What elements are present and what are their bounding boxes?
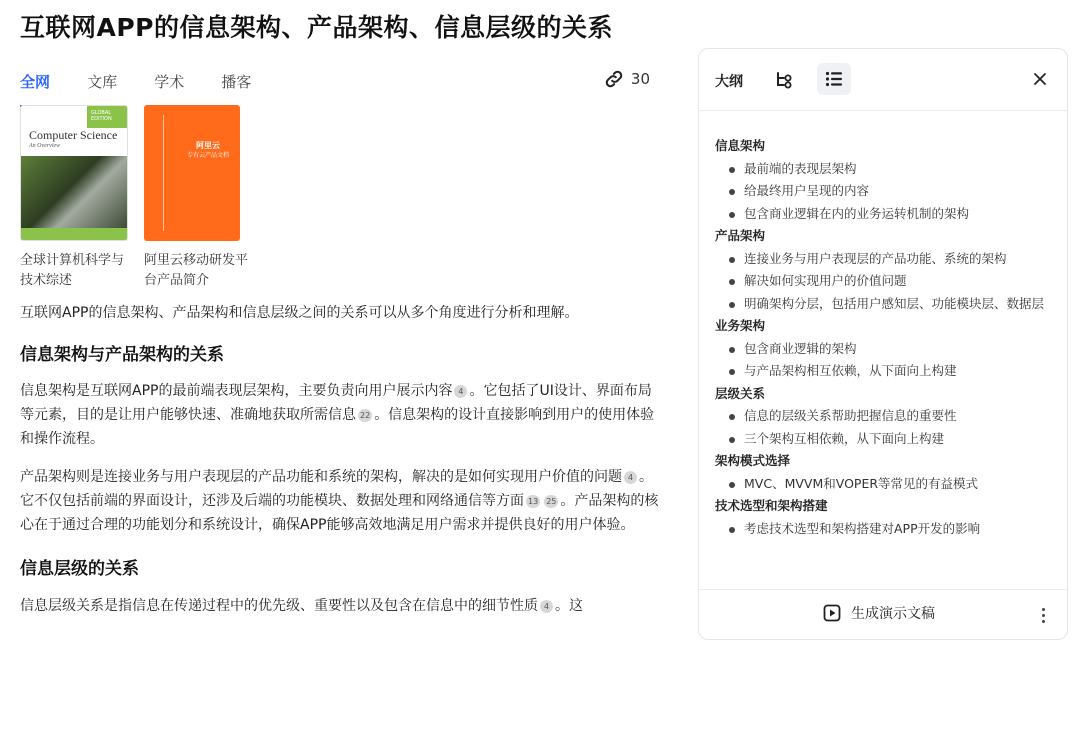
outline-item[interactable]: 包含商业逻辑在内的业务运转机制的架构 — [715, 203, 1053, 226]
tab-academic[interactable]: 学术 — [154, 73, 185, 91]
outline-item[interactable]: 包含商业逻辑的架构 — [715, 338, 1053, 361]
more-options-button[interactable] — [1035, 604, 1051, 626]
close-button[interactable] — [1027, 66, 1053, 92]
book-card[interactable] — [20, 105, 130, 291]
list-icon — [825, 71, 843, 87]
book-caption: 阿里云移动研发平台产品简介 — [144, 253, 249, 288]
tab-web[interactable]: 全网 — [20, 71, 50, 102]
outline-section-heading[interactable]: 产品架构 — [715, 228, 766, 243]
book-caption: 全球计算机科学与技术综述 — [20, 253, 125, 288]
outline-list — [715, 135, 1053, 540]
section-heading: 信息架构与产品架构的关系 — [20, 345, 224, 365]
book-list — [20, 105, 660, 291]
article-column — [20, 0, 660, 742]
paragraph: 信息架构是互联网APP的最前端表现层架构，主要负责向用户展示内容 4 。它包括了UI设计、界面布局等元素，目的是让用户能够快速、准确地获取所需信息 22 。信息架构的设计直接影响到用户的使用体验和操作流程。 — [20, 383, 655, 447]
citation-badge[interactable]: 25 — [546, 497, 557, 506]
page-title: 互联网APP的信息架构、产品架构、信息层级的关系 — [20, 13, 613, 42]
outline-header — [699, 49, 1067, 111]
book-cover-computer-science: GLOBAL EDITION Computer Science An Overview — [20, 105, 128, 241]
list-view-button[interactable] — [817, 63, 851, 95]
outline-item[interactable]: 给最终用户呈现的内容 — [715, 180, 1053, 203]
generate-presentation-button[interactable] — [823, 603, 935, 623]
outline-item[interactable]: MVC、MVVM和VOPER等常见的有益模式 — [715, 473, 1053, 496]
citation-badge[interactable]: 4 — [624, 471, 637, 484]
mindmap-icon — [774, 70, 794, 90]
outline-item[interactable]: 考虑技术选型和架构搭建对APP开发的影响 — [715, 518, 1053, 541]
reference-count-button[interactable] — [603, 68, 650, 90]
outline-item[interactable]: 明确架构分层，包括用户感知层、功能模块层、数据层 — [715, 293, 1053, 316]
citation-badge[interactable]: 4 — [454, 385, 467, 398]
outline-footer — [699, 589, 1067, 639]
outline-item[interactable]: 最前端的表现层架构 — [715, 158, 1053, 181]
close-icon — [1033, 72, 1047, 86]
presentation-icon — [823, 604, 841, 622]
reference-count: 30 — [630, 70, 650, 88]
outline-title: 大纲 — [715, 74, 743, 90]
outline-section-heading[interactable]: 业务架构 — [715, 318, 766, 333]
outline-item[interactable]: 三个架构互相依赖，从下面向上构建 — [715, 428, 1053, 451]
paragraph: 信息层级关系是指信息在传递过程中的优先级、重要性以及包含在信息中的细节性质 4 。这 — [20, 598, 583, 614]
outline-section-heading[interactable]: 技术选型和架构搭建 — [715, 498, 828, 513]
book-cover-title: Computer Science — [29, 128, 118, 142]
citation-badge[interactable]: 13 — [528, 497, 539, 506]
outline-item[interactable]: 与产品架构相互依赖，从下面向上构建 — [715, 360, 1053, 383]
outline-section-heading[interactable]: 架构模式选择 — [715, 453, 791, 468]
generate-presentation-label: 生成演示文稿 — [851, 606, 935, 622]
paragraph: 产品架构则是连接业务与用户表现层的产品功能和系统的架构，解决的是如何实现用户价值的问题 4 。它不仅包括前端的界面设计，还涉及后端的功能模块、数据处理和网络通信等方面 13 25 。产品架构的核心在于通过合理的功能划分和系统设计，确保APP能够高效地满足用户需求并提供良好的用户体验。 — [20, 469, 659, 533]
book-cover-subtitle: An Overview — [29, 143, 61, 149]
intro-paragraph: 互联网APP的信息架构、产品架构和信息层级之间的关系可以从多个角度进行分析和理解。 — [20, 305, 579, 321]
book-cover-title: 阿里云 — [196, 141, 220, 150]
outline-item[interactable]: 连接业务与用户表现层的产品功能、系统的架构 — [715, 248, 1053, 271]
section-heading: 信息层级的关系 — [20, 559, 139, 579]
tab-library[interactable]: 文库 — [87, 73, 118, 91]
outline-item[interactable]: 信息的层级关系帮助把握信息的重要性 — [715, 405, 1053, 428]
source-tabs — [20, 71, 660, 105]
mindmap-view-button[interactable] — [769, 65, 799, 95]
outline-section-heading[interactable]: 信息架构 — [715, 138, 766, 153]
citation-badge[interactable]: 4 — [540, 600, 553, 613]
outline-panel — [698, 48, 1068, 640]
link-icon — [603, 68, 625, 90]
citation-badge[interactable]: 22 — [360, 411, 371, 420]
book-cover-subtitle: 专有云产品文档 — [186, 152, 229, 159]
tab-podcast[interactable]: 播客 — [221, 73, 252, 91]
book-card[interactable] — [144, 105, 254, 291]
outline-item[interactable]: 解决如何实现用户的价值问题 — [715, 270, 1053, 293]
more-icon — [1042, 608, 1045, 611]
book-cover-aliyun — [144, 105, 240, 241]
outline-section-heading[interactable]: 层级关系 — [715, 385, 766, 401]
